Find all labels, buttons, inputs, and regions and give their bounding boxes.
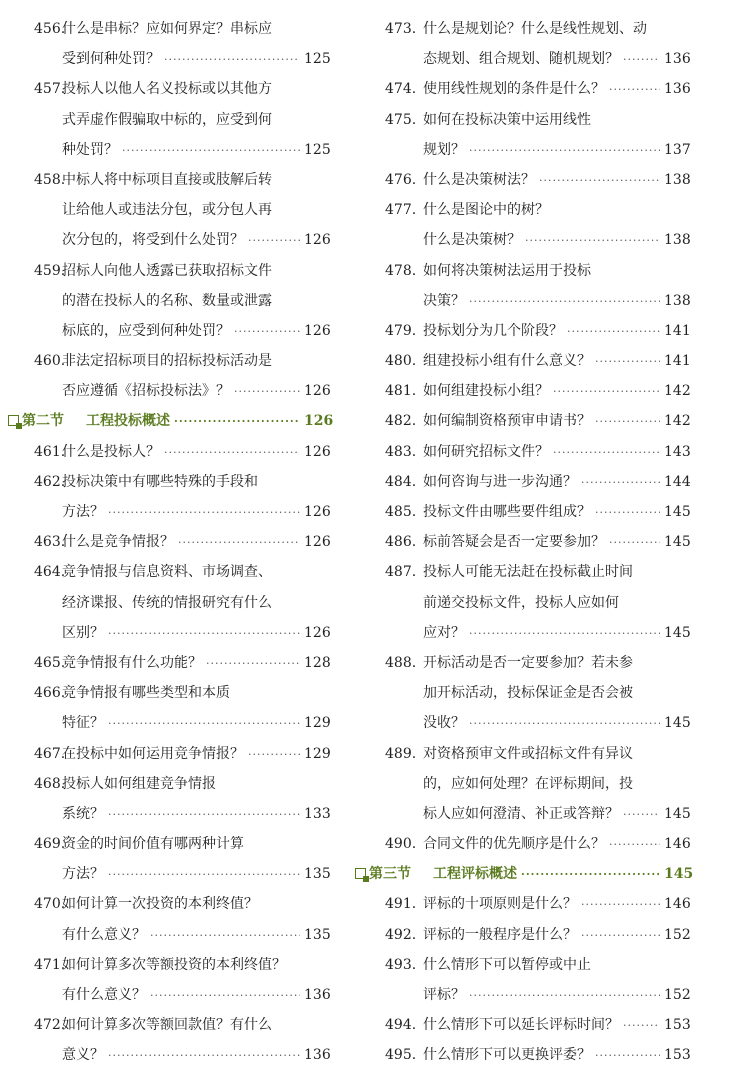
entry-text: 如何计算多次等额投资的本利终值？	[62, 956, 286, 973]
toc-entry-492[interactable]	[355, 920, 690, 950]
toc-entry-460[interactable]	[8, 346, 330, 406]
entry-number: 477.	[385, 202, 417, 219]
toc-entry-484[interactable]	[355, 467, 690, 497]
entry-text: 在投标中如何运用竞争情报？	[62, 745, 244, 762]
page-number: 146	[664, 896, 691, 913]
entry-number: 462.	[34, 473, 66, 490]
dot-leader	[623, 800, 660, 830]
entry-text: 经济谍报、传统的情报研究有什么	[62, 594, 272, 611]
entry-number: 474.	[385, 81, 417, 98]
entry-number: 490.	[385, 836, 417, 853]
entry-number: 484.	[385, 473, 417, 490]
entry-text: 非法定招标项目的招标投标活动是	[62, 353, 272, 370]
dot-leader	[609, 75, 660, 105]
page-number: 126	[304, 504, 331, 520]
toc-entry-467[interactable]	[8, 739, 330, 769]
toc-entry-461[interactable]	[8, 437, 330, 467]
entry-number: 468.	[34, 775, 66, 792]
dot-leader	[623, 1011, 660, 1041]
entry-text: 如何编制资格预审申请书？	[423, 413, 591, 430]
entry-number: 480.	[385, 353, 417, 370]
toc-entry-471[interactable]	[8, 950, 330, 1010]
page-number: 136	[664, 81, 691, 98]
entry-text: 评标？	[423, 987, 465, 1003]
entry-text: 应对？	[423, 624, 465, 641]
dot-leader	[469, 136, 660, 166]
page-number: 137	[664, 141, 691, 158]
entry-text: 如何研究招标文件？	[423, 443, 549, 460]
dot-leader	[595, 1041, 660, 1071]
toc-entry-462[interactable]	[8, 467, 330, 527]
dot-leader	[178, 528, 300, 558]
entry-text: 什么是图论中的树？	[423, 202, 549, 219]
page-number: 143	[664, 443, 691, 460]
entry-text: 开标活动是否一定要参加？若未参	[423, 654, 633, 671]
page-number: 152	[664, 987, 691, 1003]
page-number: 126	[304, 383, 331, 400]
entry-text: 如何计算多次等额回款值？有什么	[62, 1017, 272, 1034]
page-number: 138	[664, 292, 691, 309]
toc-entry-469[interactable]	[8, 829, 330, 889]
toc-entry-456[interactable]	[8, 14, 330, 74]
dot-leader	[553, 377, 660, 407]
toc-entry-489[interactable]	[355, 739, 690, 830]
entry-text: 什么是决策树法？	[423, 171, 535, 188]
dot-leader	[609, 830, 660, 860]
entry-text: 意义？	[62, 1047, 104, 1064]
dot-leader	[248, 740, 300, 770]
entry-text: 如何组建投标小组？	[423, 383, 549, 400]
dot-leader	[539, 166, 660, 196]
toc-entry-479[interactable]	[355, 316, 690, 346]
dot-leader	[108, 709, 300, 739]
toc-entry-483[interactable]	[355, 437, 690, 467]
section-heading-2[interactable]	[8, 406, 334, 436]
entry-text: 什么情形下可以暂停或中止	[423, 956, 591, 973]
entry-text: 对资格预审文件或招标文件有异议	[423, 745, 633, 762]
entry-text: 投标文件由哪些要件组成？	[423, 504, 591, 520]
entry-number: 493.	[385, 956, 417, 973]
dot-leader	[150, 981, 300, 1011]
entry-text: 评标的一般程序是什么？	[423, 926, 577, 943]
entry-number: 463.	[34, 534, 66, 551]
entry-number: 475.	[385, 111, 417, 128]
dot-leader	[595, 498, 660, 528]
entry-text: 次分包的，将受到什么处罚？	[62, 232, 244, 249]
dot-leader	[623, 45, 660, 75]
entry-text: 如何将决策树法运用于投标	[423, 262, 591, 279]
dot-leader	[234, 317, 300, 347]
entry-text: 什么情形下可以更换评委？	[423, 1047, 591, 1064]
page-number: 125	[304, 51, 331, 68]
entry-number: 494.	[385, 1017, 417, 1034]
toc-entry-495[interactable]	[355, 1040, 690, 1070]
section-title: 工程投标概述	[86, 413, 170, 430]
dot-leader	[108, 860, 300, 890]
dot-leader	[595, 407, 660, 437]
entry-text: 如何在投标决策中运用线性	[423, 111, 591, 128]
page-number: 146	[664, 836, 691, 853]
toc-column-right	[355, 14, 694, 1071]
entry-text: 有什么意义？	[62, 926, 146, 943]
page-number: 138	[664, 232, 691, 249]
entry-number: 457.	[34, 81, 66, 98]
toc-entry-465[interactable]	[8, 648, 330, 678]
entry-text: 竞争情报有哪些类型和本质	[62, 685, 230, 702]
page-number: 126	[304, 322, 331, 339]
entry-text: 什么是规划论？什么是线性规划、动	[423, 21, 647, 37]
entry-text: 如何咨询与进一步沟通？	[423, 473, 577, 490]
entry-number: 481.	[385, 383, 417, 400]
section-marker-icon	[8, 415, 19, 426]
entry-text: 式弄虚作假骗取中标的，应受到何	[62, 111, 272, 128]
page-number: 126	[304, 413, 334, 430]
page-number: 129	[304, 715, 331, 732]
toc-entry-486[interactable]	[355, 527, 690, 557]
dot-leader	[206, 649, 300, 679]
entry-text: 种处罚？	[62, 141, 118, 158]
entry-number: 465.	[34, 654, 66, 671]
dot-leader	[553, 438, 660, 468]
dot-leader	[581, 921, 660, 951]
toc-entry-490[interactable]	[355, 829, 690, 859]
entry-text: 资金的时间价值有哪两种计算	[62, 836, 244, 853]
entry-text: 方法？	[62, 866, 104, 883]
toc-entry-480[interactable]	[355, 346, 690, 376]
entry-number: 459.	[34, 262, 66, 279]
entry-text: 评标的十项原则是什么？	[423, 896, 577, 913]
page-number: 145	[664, 866, 694, 883]
toc-entry-472[interactable]	[8, 1010, 330, 1070]
dot-leader	[108, 619, 300, 649]
entry-text: 特征？	[62, 715, 104, 732]
dot-leader	[469, 287, 660, 317]
page-number: 126	[304, 624, 331, 641]
entry-number: 469.	[34, 836, 66, 853]
dot-leader	[609, 528, 660, 558]
entry-text: 让给他人或违法分包，或分包人再	[62, 202, 272, 219]
entry-text: 前递交投标文件，投标人应如何	[423, 594, 619, 611]
entry-number: 485.	[385, 504, 417, 520]
page-number: 153	[664, 1017, 691, 1034]
entry-text: 什么情形下可以延长评标时间？	[423, 1017, 619, 1034]
page-number: 145	[664, 534, 691, 551]
entry-number: 472.	[34, 1017, 66, 1034]
section-heading-3[interactable]	[355, 859, 694, 889]
page-number: 144	[664, 473, 691, 490]
dot-leader	[150, 921, 300, 951]
page-number: 145	[664, 504, 691, 520]
page-number: 141	[664, 322, 691, 339]
page-number: 145	[664, 715, 691, 732]
page-number: 128	[304, 654, 331, 671]
page-number: 125	[304, 141, 331, 158]
page-number: 153	[664, 1047, 691, 1064]
entry-text: 否应遵循《招标投标法》？	[62, 383, 230, 400]
dot-leader	[234, 377, 300, 407]
section-title: 工程评标概述	[433, 866, 517, 883]
entry-text: 的潜在投标人的名称、数量或泄露	[62, 292, 272, 309]
dot-leader	[567, 317, 660, 347]
entry-text: 投标人以他人名义投标或以其他方	[62, 81, 272, 98]
entry-text: 投标划分为几个阶段？	[423, 322, 563, 339]
entry-text: 的，应如何处理？在评标期间，投	[423, 775, 633, 792]
entry-text: 投标人可能无法赶在投标截止时间	[423, 564, 633, 581]
dot-leader	[108, 1041, 300, 1071]
page-number: 136	[304, 987, 331, 1003]
entry-number: 473.	[385, 21, 417, 37]
dot-leader	[108, 800, 300, 830]
entry-number: 467.	[34, 745, 66, 762]
toc-entry-473[interactable]	[355, 14, 690, 74]
section-marker-icon	[355, 868, 366, 879]
entry-text: 投标决策中有哪些特殊的手段和	[62, 473, 258, 490]
section-label: 第二节	[22, 413, 64, 430]
entry-number: 470.	[34, 896, 66, 913]
page-number: 126	[304, 534, 331, 551]
dot-leader	[469, 981, 660, 1011]
toc-entry-463[interactable]	[8, 527, 330, 557]
dot-leader	[469, 619, 660, 649]
entry-text: 如何计算一次投资的本利终值？	[62, 896, 258, 913]
page-number: 136	[304, 1047, 331, 1064]
page-number: 145	[664, 624, 691, 641]
dot-leader	[521, 860, 660, 890]
entry-text: 规划？	[423, 141, 465, 158]
page-number: 135	[304, 866, 331, 883]
toc-entry-481[interactable]	[355, 376, 690, 406]
entry-number: 482.	[385, 413, 417, 430]
dot-leader	[164, 45, 300, 75]
toc-entry-457[interactable]	[8, 74, 330, 165]
page-number: 126	[304, 232, 331, 249]
dot-leader	[525, 226, 660, 256]
entry-number: 478.	[385, 262, 417, 279]
entry-number: 488.	[385, 654, 417, 671]
entry-text: 竞争情报有什么功能？	[62, 654, 202, 671]
entry-text: 决策？	[423, 292, 465, 309]
entry-text: 中标人将中标项目直接或肢解后转	[62, 171, 272, 188]
entry-text: 区别？	[62, 624, 104, 641]
dot-leader	[164, 438, 300, 468]
entry-text: 标底的，应受到何种处罚？	[62, 322, 230, 339]
entry-text: 使用线性规划的条件是什么？	[423, 81, 605, 98]
entry-number: 456.	[34, 21, 66, 37]
toc-entry-488[interactable]	[355, 648, 690, 739]
toc-entry-487[interactable]	[355, 557, 690, 648]
toc-entry-494[interactable]	[355, 1010, 690, 1040]
page-number: 126	[304, 443, 331, 460]
entry-number: 461.	[34, 443, 66, 460]
entry-number: 486.	[385, 534, 417, 551]
page-number: 152	[664, 926, 691, 943]
page-number: 142	[664, 413, 691, 430]
page-number: 138	[664, 171, 691, 188]
dot-leader	[174, 407, 300, 437]
entry-text: 标前答疑会是否一定要参加？	[423, 534, 605, 551]
entry-number: 460.	[34, 353, 66, 370]
entry-number: 487.	[385, 564, 417, 581]
entry-number: 483.	[385, 443, 417, 460]
entry-number: 466.	[34, 685, 66, 702]
entry-text: 加开标活动，投标保证金是否会被	[423, 685, 633, 702]
dot-leader	[581, 468, 660, 498]
toc-entry-466[interactable]	[8, 678, 330, 738]
dot-leader	[108, 498, 300, 528]
entry-text: 组建投标小组有什么意义？	[423, 353, 591, 370]
entry-text: 什么是串标？应如何界定？串标应	[62, 21, 272, 37]
toc-entry-493[interactable]	[355, 950, 690, 1010]
entry-text: 没收？	[423, 715, 465, 732]
page-number: 145	[664, 805, 691, 822]
toc-entry-470[interactable]	[8, 889, 330, 949]
toc-entry-474[interactable]	[355, 74, 690, 104]
dot-leader	[122, 136, 300, 166]
section-label: 第三节	[369, 866, 411, 883]
entry-text: 什么是投标人？	[62, 443, 160, 460]
toc-entry-485[interactable]	[355, 497, 690, 527]
page-number: 142	[664, 383, 691, 400]
dot-leader	[581, 890, 660, 920]
entry-text: 方法？	[62, 504, 104, 520]
dot-leader	[595, 347, 660, 377]
dot-leader	[469, 709, 660, 739]
entry-text: 系统？	[62, 805, 104, 822]
entry-number: 495.	[385, 1047, 417, 1064]
page-number: 133	[304, 805, 331, 822]
toc-entry-478[interactable]	[355, 256, 690, 316]
toc-entry-477[interactable]	[355, 195, 690, 255]
entry-number: 491.	[385, 896, 417, 913]
entry-text: 态规划、组合规划、随机规划？	[423, 51, 619, 68]
toc-entry-458[interactable]	[8, 165, 330, 256]
page-number: 129	[304, 745, 331, 762]
entry-text: 标人应如何澄清、补正或答辩？	[423, 805, 619, 822]
entry-number: 489.	[385, 745, 417, 762]
entry-number: 464.	[34, 564, 66, 581]
entry-number: 471.	[34, 956, 66, 973]
toc-entry-482[interactable]	[355, 406, 690, 436]
entry-number: 479.	[385, 322, 417, 339]
toc-entry-464[interactable]	[8, 557, 330, 648]
page-number: 141	[664, 353, 691, 370]
entry-text: 招标人向他人透露已获取招标文件	[62, 262, 272, 279]
entry-number: 458.	[34, 171, 66, 188]
entry-text: 什么是决策树？	[423, 232, 521, 249]
entry-text: 竞争情报与信息资料、市场调查、	[62, 564, 272, 581]
page-number: 136	[664, 51, 691, 68]
entry-number: 476.	[385, 171, 417, 188]
entry-text: 投标人如何组建竞争情报	[62, 775, 216, 792]
entry-number: 492.	[385, 926, 417, 943]
entry-text: 什么是竞争情报？	[62, 534, 174, 551]
toc-entry-475[interactable]	[355, 105, 690, 165]
toc-entry-491[interactable]	[355, 889, 690, 919]
toc-entry-468[interactable]	[8, 769, 330, 829]
entry-text: 合同文件的优先顺序是什么？	[423, 836, 605, 853]
toc-column-left	[8, 14, 334, 1071]
page-number: 135	[304, 926, 331, 943]
entry-text: 有什么意义？	[62, 987, 146, 1003]
entry-text: 受到何种处罚？	[62, 51, 160, 68]
toc-entry-476[interactable]	[355, 165, 690, 195]
toc-entry-459[interactable]	[8, 256, 330, 347]
dot-leader	[248, 226, 300, 256]
